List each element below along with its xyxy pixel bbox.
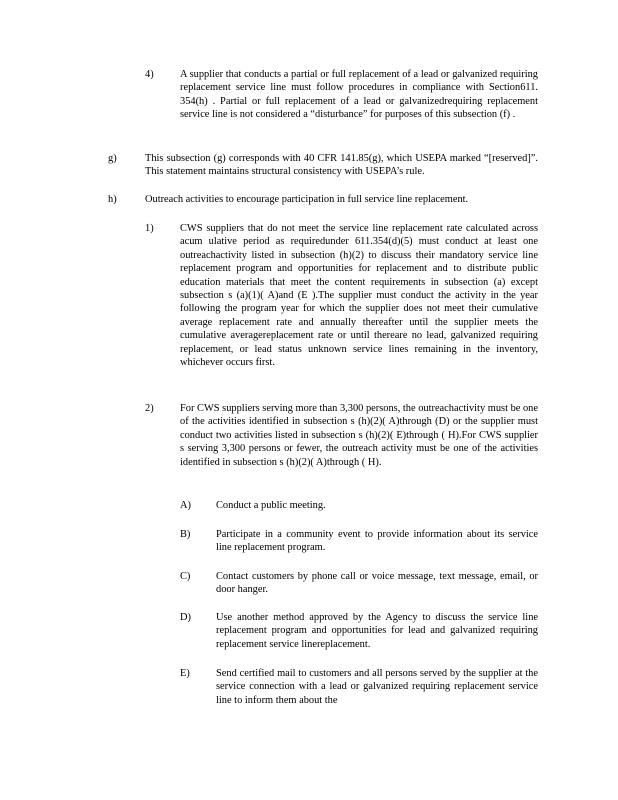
- h-2-B-number: B): [180, 529, 191, 540]
- subsection-h-text: Outreach activities to encourage participation in full service line replacement.: [145, 194, 469, 205]
- h-2-D-text: Use another method approved by the Agency to discuss the service line replacement program and opportunities for lead and galvanized requiring replacement service linereplacement.: [216, 612, 538, 650]
- subsection-h-number: h): [108, 194, 117, 205]
- h-1-text: CWS suppliers that do not meet the service line replacement rate calculated across acum ulative period as requiredunder 611.354(d)(5) must conduct at least one outreachactivity listed in subsection (h)(2) to discuss their mandatory service line replacement program and opportunities for replacement and to distribute public education materials that meet the content requirements in subsection (a) except subsection s (a)(1)( A)and (E ).The supplier must conduct the activity in the year following the program year for which the supplier does not meet their cumulative average replacement rate and annually thereafter until the supplier meets the cumulative averagereplacement rate or until thereare no lead, galvanized requiring replacement, or lead status unknown service lines remaining in the inventory, whichever occurs first.: [180, 223, 538, 369]
- h-2-B-text: Participate in a community event to provide information about its service line replacement program.: [216, 529, 538, 554]
- h-1-number: 1): [145, 223, 154, 234]
- item-number-4: 4): [145, 69, 154, 80]
- h-2-text: For CWS suppliers serving more than 3,300 persons, the outreachactivity must be one of the activities identified in subsection s (h)(2)( A)through (D) or the supplier must conduct two activities listed in subsection s (h)(2)( E)through ( H).For CWS supplier s serving 3,300 persons or fewer, the outreach activity must be one of the activities identified in subsection s (h)(2)( A)through ( H).: [180, 403, 538, 468]
- h-2-number: 2): [145, 403, 154, 414]
- h-2-E-number: E): [180, 668, 190, 679]
- h-2-A-number: A): [180, 500, 191, 511]
- h-2-D-number: D): [180, 612, 191, 623]
- h-2-C-number: C): [180, 571, 191, 582]
- subsection-g-number: g): [108, 153, 117, 164]
- subsection-g-text: This subsection (g) corresponds with 40 CFR 141.85(g), which USEPA marked “[reserved]”. This statement maintains structural consistency with USEPA’s rule.: [145, 153, 538, 178]
- h-2-E-text: Send certified mail to customers and all persons served by the supplier at the service connection with a lead or galvanized requiring replacement service line to inform them about the: [216, 668, 538, 706]
- paragraph-4: A supplier that conducts a partial or full replacement of a lead or galvanized requiring replacement service line must follow procedures in compliance with Section611. 354(h) . Partial or full replacement of a lead or galvanizedrequiring replacement service line is not considered a “disturbance” for purposes of this subsection (f) .: [180, 69, 538, 121]
- h-2-C-text: Contact customers by phone call or voice message, text message, email, or door hanger.: [216, 571, 538, 596]
- h-2-A-text: Conduct a public meeting.: [216, 500, 326, 511]
